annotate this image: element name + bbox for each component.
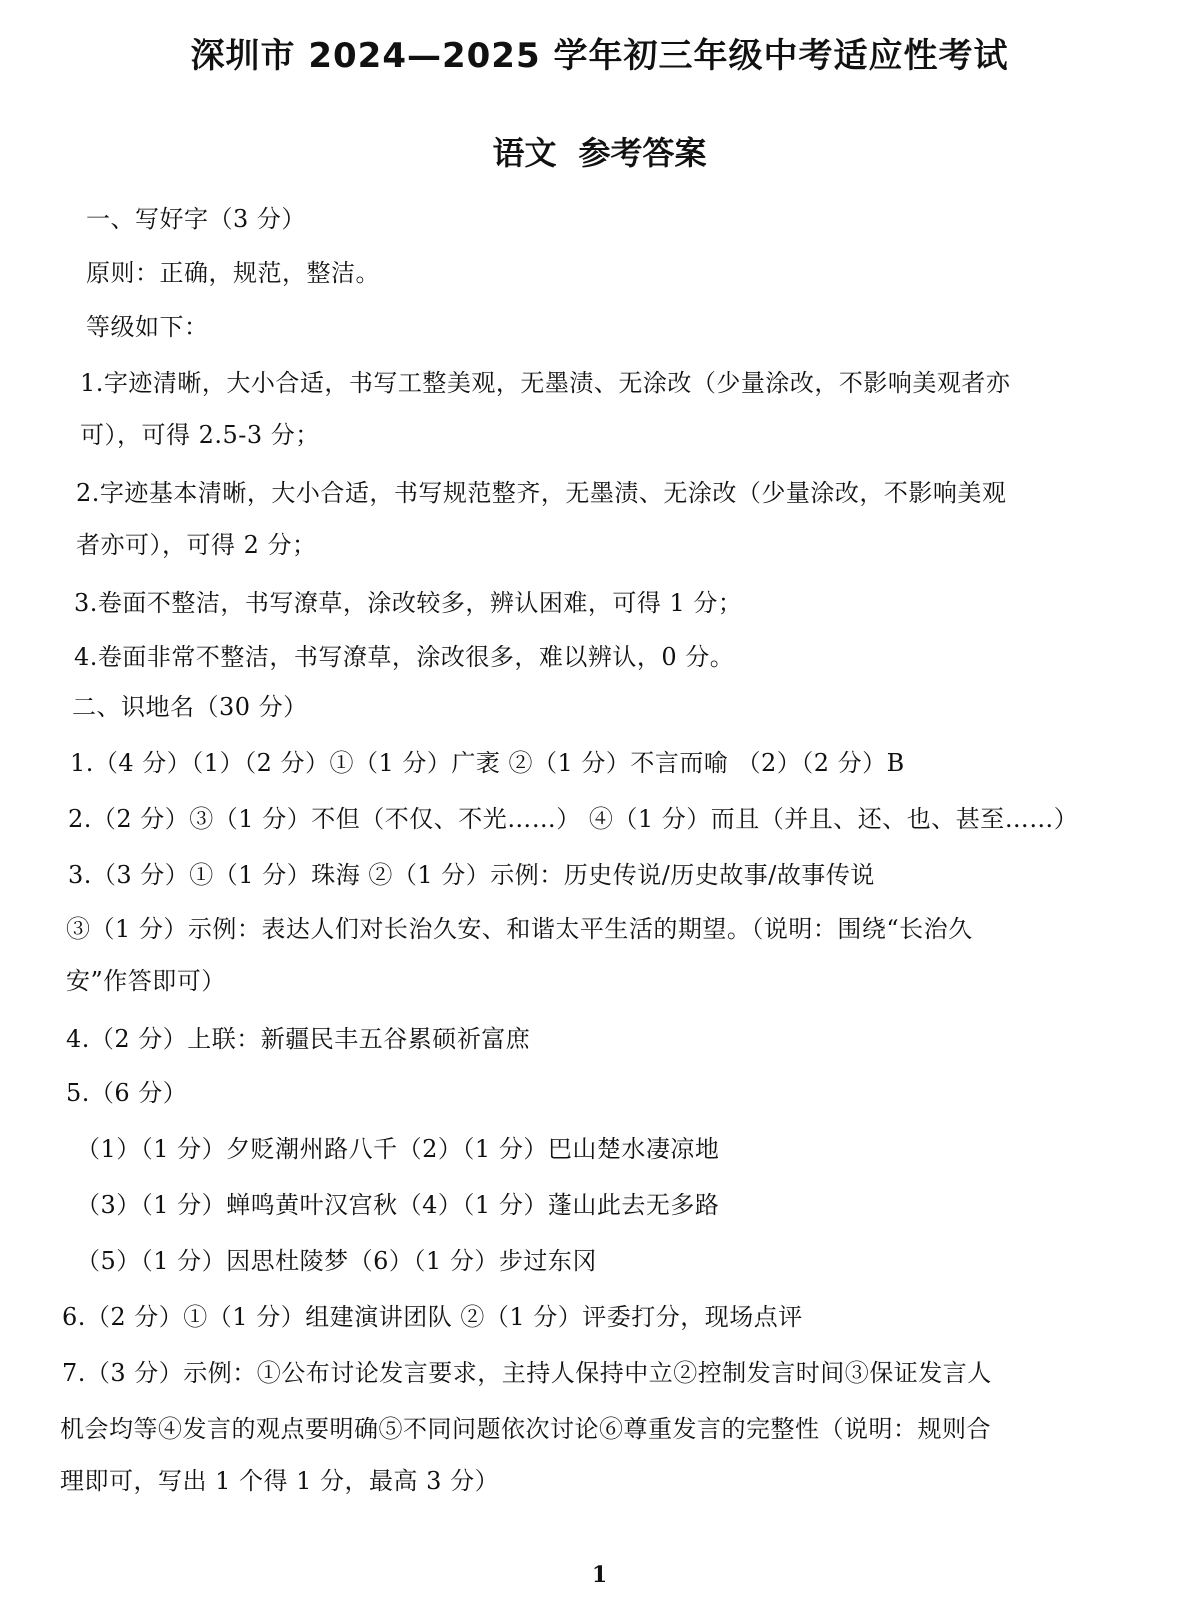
text-line: 理即可，写出 1 个得 1 分，最高 3 分） xyxy=(60,1467,500,1495)
text-line: （1）（1 分）夕贬潮州路八千（2）（1 分）巴山楚水凄凉地 xyxy=(76,1135,720,1163)
text-line: 4.卷面非常不整洁，书写潦草，涂改很多，难以辨认，0 分。 xyxy=(74,643,735,671)
text-line: 4.（2 分）上联：新疆民丰五谷累硕祈富庶 xyxy=(66,1025,531,1053)
text-line: 2.字迹基本清晰，大小合适，书写规范整齐，无墨渍、无涂改（少量涂改，不影响美观 xyxy=(76,479,1007,507)
text-line: 者亦可），可得 2 分； xyxy=(76,531,317,559)
text-line: （5）（1 分）因思杜陵梦（6）（1 分）步过东冈 xyxy=(76,1247,597,1275)
text-line: 等级如下： xyxy=(86,313,209,341)
page-title: 深圳市 2024—2025 学年初三年级中考适应性考试 xyxy=(190,36,1009,76)
doc-type-label: 参考答案 xyxy=(578,134,707,172)
text-line: 1.（4 分）（1）（2 分）①（1 分）广袤 ②（1 分）不言而喻 （2）（2 分）B xyxy=(70,749,905,777)
text-line: 5.（6 分） xyxy=(66,1079,188,1107)
text-line: 可），可得 2.5-3 分； xyxy=(80,421,320,449)
text-line: 安”作答即可） xyxy=(66,967,226,995)
text-line: 3.（3 分）①（1 分）珠海 ②（1 分）示例：历史传说/历史故事/故事传说 xyxy=(68,861,875,889)
section-heading: 一、写好字（3 分） xyxy=(86,205,306,233)
text-line: 机会均等④发言的观点要明确⑤不同问题依次讨论⑥尊重发言的完整性（说明：规则合 xyxy=(60,1415,991,1443)
text-line: 原则：正确，规范，整洁。 xyxy=(86,259,380,287)
subject-label: 语文 xyxy=(492,134,557,172)
text-line: 1.字迹清晰，大小合适，书写工整美观，无墨渍、无涂改（少量涂改，不影响美观者亦 xyxy=(80,369,1011,397)
text-line: 2.（2 分）③（1 分）不但（不仅、不光……） ④（1 分）而且（并且、还、也、甚至……） xyxy=(68,805,1079,833)
section-heading: 二、识地名（30 分） xyxy=(72,693,308,721)
text-line: （3）（1 分）蝉鸣黄叶汉宫秋（4）（1 分）蓬山此去无多路 xyxy=(76,1191,720,1219)
text-line: ③（1 分）示例：表达人们对长治久安、和谐太平生活的期望。（说明：围绕“长治久 xyxy=(66,915,973,943)
text-line: 7.（3 分）示例：①公布讨论发言要求，主持人保持中立②控制发言时间③保证发言人 xyxy=(62,1359,992,1387)
page-subtitle xyxy=(0,128,1199,174)
text-line: 3.卷面不整洁，书写潦草，涂改较多，辨认困难，可得 1 分； xyxy=(74,589,743,617)
page-number: 1 xyxy=(591,1562,608,1588)
text-line: 6.（2 分）①（1 分）组建演讲团队 ②（1 分）评委打分，现场点评 xyxy=(62,1303,803,1331)
